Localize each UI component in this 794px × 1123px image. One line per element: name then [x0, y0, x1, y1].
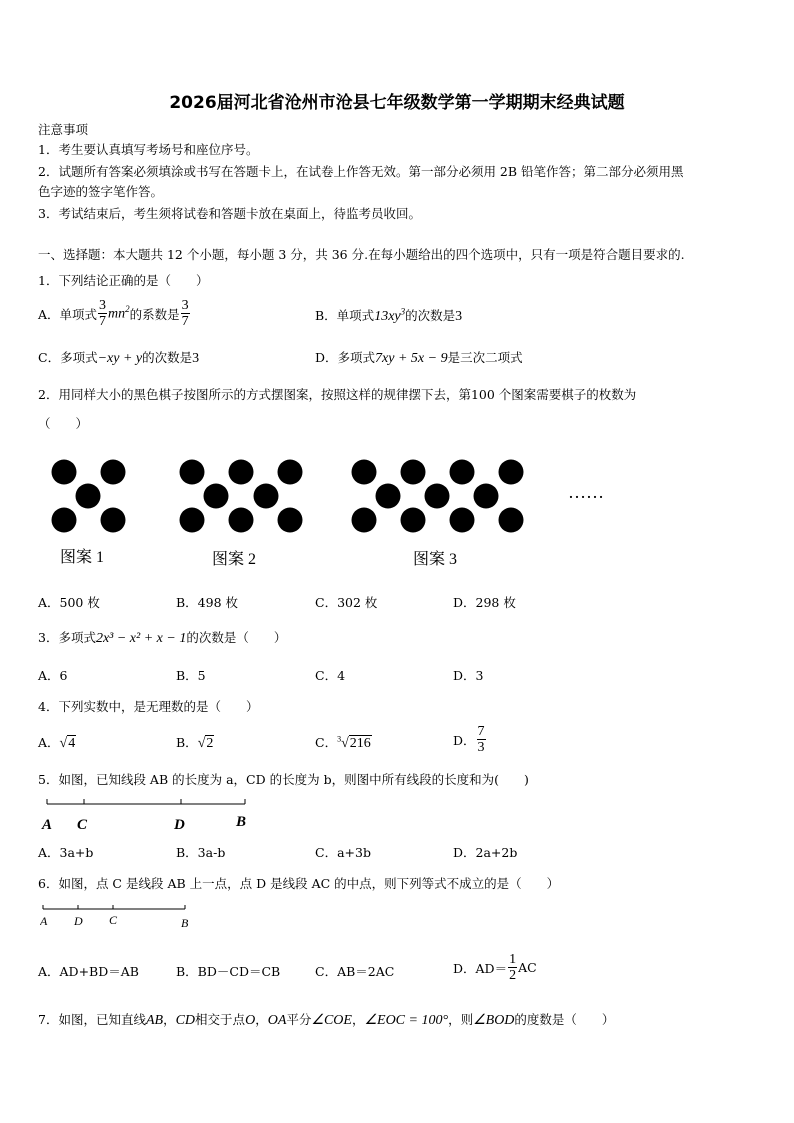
- q5-option-b[interactable]: B．3a-b: [176, 845, 226, 860]
- q1-a-coef-fraction: $\frac{3}{7}$: [99, 298, 107, 329]
- q7-stem: 7．如图，已知直线AB，CD相交于点O，OA平分∠COE，∠EOC = 100°，则∠BOD的度数是（ ）: [38, 1012, 615, 1028]
- q5-option-a[interactable]: A．3a+b: [38, 845, 94, 860]
- notice-item-2: 2．试题所有答案必须填涂或书写在答题卡上，在试卷上作答无效。第一部分必须用 2B 铅笔作答；第二部分必须用黑: [38, 164, 684, 179]
- page-title: 2026届河北省沧州市沧县七年级数学第一学期期末经典试题: [169, 93, 625, 113]
- pattern-3: [352, 460, 524, 533]
- sqrt-icon: √4: [59, 736, 76, 751]
- stone: [254, 484, 279, 509]
- stone: [278, 460, 303, 485]
- notice-item-1: 1．考生要认真填写考场号和座位序号。: [38, 142, 259, 157]
- q4-option-a[interactable]: A．√4: [38, 735, 76, 751]
- q6-option-d[interactable]: D．AD＝ $\frac{1}{2}$ AC: [453, 952, 537, 983]
- stone: [499, 460, 524, 485]
- point-label-a: A: [42, 817, 53, 833]
- stone: [450, 460, 475, 485]
- q3-option-b[interactable]: B．5: [176, 668, 206, 683]
- stone: [401, 460, 426, 485]
- q6-option-c[interactable]: C．AB＝2AC: [315, 964, 395, 979]
- stone: [229, 460, 254, 485]
- notice-item-3: 3．考试结束后，考生须将试卷和答题卡放在桌面上，待监考员收回。: [38, 206, 421, 221]
- q3-option-c[interactable]: C．4: [315, 668, 346, 683]
- q4-stem: 4．下列实数中，是无理数的是（ ）: [38, 699, 259, 714]
- q6-segment-figure: [40, 903, 200, 931]
- stone: [52, 508, 77, 533]
- point-label-b: B: [236, 814, 247, 830]
- q4-d-fraction: $\frac{7}{3}$: [477, 724, 485, 755]
- point-label-d: D: [74, 914, 83, 928]
- q1-option-a[interactable]: [38, 298, 191, 329]
- stone: [101, 508, 126, 533]
- q1-option-d[interactable]: D．多项式7xy + 5x − 9是三次二项式: [315, 350, 523, 366]
- point-label-c: C: [77, 817, 88, 833]
- stone: [450, 508, 475, 533]
- stone: [180, 508, 205, 533]
- stone: [180, 460, 205, 485]
- stone: [425, 484, 450, 509]
- point-label-b: B: [181, 916, 189, 930]
- q2-paren: （ ）: [38, 416, 89, 431]
- notice-item-2-cont: 色字迹的签字笔作答。: [38, 184, 164, 199]
- notice-heading: 注意事项: [38, 122, 89, 137]
- q1-a-prefix: A．单项式: [38, 306, 98, 322]
- pattern-caption-3: 图案 3: [413, 551, 458, 568]
- q1-a-mid: 的系数是: [129, 306, 180, 322]
- q3-stem: 3．多项式2x³ − x² + x − 1的次数是（ ）: [38, 630, 287, 646]
- stone: [352, 460, 377, 485]
- q3-option-d[interactable]: D．3: [453, 668, 484, 683]
- q5-option-d[interactable]: D．2a+2b: [453, 845, 518, 860]
- q1-option-c[interactable]: C．多项式−xy + y的次数是3: [38, 350, 200, 366]
- q5-segment-figure: [40, 796, 260, 836]
- sqrt-icon: √2: [197, 736, 214, 751]
- point-label-d: D: [174, 817, 185, 833]
- q1-option-b[interactable]: B．单项式$13xy^3$的次数是3: [315, 306, 463, 324]
- pattern-2: [180, 460, 303, 533]
- q1-a-answer-fraction: $\frac{3}{7}$: [181, 298, 189, 329]
- pattern-1: [52, 460, 126, 533]
- pattern-caption-1: 图案 1: [60, 549, 105, 566]
- q6-option-b[interactable]: B．BD－CD＝CB: [176, 964, 281, 979]
- q5-option-c[interactable]: C．a+3b: [315, 845, 371, 860]
- q4-option-b[interactable]: B．√2: [176, 735, 214, 751]
- stone: [76, 484, 101, 509]
- q6-option-a[interactable]: A．AD+BD＝AB: [38, 964, 139, 979]
- q2-pattern-figure: [40, 450, 640, 575]
- q3-polynomial: 2x³ − x² + x − 1: [95, 631, 187, 646]
- q6-stem: 6．如图，点 C 是线段 AB 上一点，点 D 是线段 AC 的中点，则下列等式不成立的是（ ）: [38, 876, 560, 891]
- q4-option-d[interactable]: D． $\frac{7}{3}$: [453, 724, 485, 755]
- q2-stem: 2．用同样大小的黑色棋子按图所示的方式摆图案，按照这样的规律摆下去，第100 个图案需要棋子的枚数为: [38, 387, 637, 402]
- stone: [52, 460, 77, 485]
- q2-option-b[interactable]: B．498 枚: [176, 595, 239, 610]
- q1-a-monomial: $mn^2$: [108, 304, 130, 322]
- q5-stem: 5．如图，已知线段 AB 的长度为 a，CD 的长度为 b，则图中所有线段的长度和为( ): [38, 772, 529, 787]
- stone: [101, 460, 126, 485]
- section-heading: 一、选择题：本大题共 12 个小题，每小题 3 分，共 36 分.在每小题给出的四个选项中，只有一项是符合题目要求的.: [38, 247, 685, 262]
- q2-option-a[interactable]: A．500 枚: [38, 595, 100, 610]
- pattern-ellipsis: ……: [568, 482, 604, 502]
- stone: [499, 508, 524, 533]
- stone: [204, 484, 229, 509]
- point-label-a: A: [40, 914, 48, 928]
- stone: [376, 484, 401, 509]
- q3-option-a[interactable]: A．6: [38, 668, 68, 683]
- q4-option-c[interactable]: C．$^3$√216: [315, 734, 371, 751]
- q2-option-c[interactable]: C．302 枚: [315, 595, 378, 610]
- q2-option-d[interactable]: D．298 枚: [453, 595, 516, 610]
- stone: [229, 508, 254, 533]
- stone: [352, 508, 377, 533]
- pattern-caption-2: 图案 2: [212, 551, 257, 568]
- point-label-c: C: [109, 913, 118, 927]
- q6-d-fraction: $\frac{1}{2}$: [509, 952, 517, 983]
- q1-stem: 1．下列结论正确的是（ ）: [38, 273, 209, 288]
- stone: [401, 508, 426, 533]
- stone: [278, 508, 303, 533]
- stone: [474, 484, 499, 509]
- cube-root-icon: $^3$√216: [337, 734, 371, 751]
